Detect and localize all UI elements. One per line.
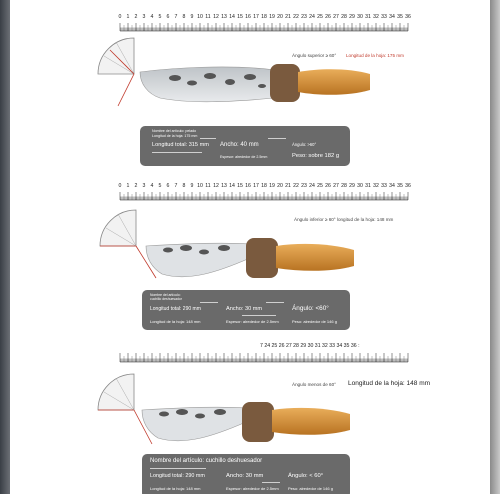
knife-image — [138, 228, 378, 298]
ruler-number: 13 — [221, 14, 227, 20]
divider — [152, 152, 202, 153]
ruler-number: 31 — [365, 183, 371, 189]
knife-image — [134, 392, 374, 462]
ruler-number: 19 — [269, 183, 275, 189]
ruler-number: 11 — [205, 14, 211, 20]
ruler-number: 22 — [293, 183, 299, 189]
note-angle-blade: Ángulo inferior ≥ 60° longitud de la hoja: 148 mm — [294, 217, 394, 222]
product-image — [10, 0, 490, 494]
divider — [200, 302, 218, 303]
ruler-number: 24 — [309, 14, 315, 20]
window-left-edge — [0, 0, 10, 494]
ruler-number: 0 — [118, 14, 122, 20]
note-angle: Ángulo menos de 60° — [292, 382, 336, 387]
spec-blade-length: Longitud de la hoja: 148 mm — [150, 319, 201, 324]
spec-angle: Ángulo: <60° — [292, 305, 329, 312]
ruler-top — [116, 12, 414, 32]
ruler-number: 19 — [269, 14, 275, 20]
ruler-number: 27 — [333, 14, 339, 20]
ruler-number: 1 — [126, 183, 130, 189]
ruler-svg — [116, 181, 414, 201]
divider — [200, 138, 216, 139]
ruler-number: 6 — [166, 183, 170, 189]
ruler-number: 32 — [373, 14, 379, 20]
ruler-number: 7 — [174, 14, 178, 20]
spec-total-length: Longitud total: 290 mm — [150, 306, 201, 312]
ruler-number: 17 — [253, 14, 259, 20]
note-angle: Ángulo superior ≥ 60° — [292, 53, 337, 58]
ruler-number: 33 — [381, 183, 387, 189]
ruler-number: 21 — [285, 14, 291, 20]
ruler-number: 36 — [405, 14, 411, 20]
ruler-number: 30 — [357, 14, 363, 20]
ruler-number: 6 — [166, 14, 170, 20]
ruler-number: 3 — [142, 183, 146, 189]
spec-width: Ancho: 30 mm — [226, 306, 263, 312]
ruler-number: 12 — [213, 14, 219, 20]
ruler-number: 4 — [150, 14, 154, 20]
ruler-number: 8 — [182, 183, 186, 189]
spec-total-length: Longitud total: 290 mm — [150, 473, 205, 479]
divider — [262, 482, 280, 483]
spec-card — [142, 290, 350, 330]
spec-thickness: Espesor: alrededor de 2.5mm — [226, 319, 279, 324]
ruler-number: 26 — [325, 14, 331, 20]
ruler-number: 16 — [245, 183, 251, 189]
ruler-number: 30 — [357, 183, 363, 189]
section-boning-knife — [10, 170, 490, 340]
ruler-number: 27 — [333, 183, 339, 189]
ruler-number: 25 — [317, 14, 323, 20]
ruler-svg — [116, 12, 414, 32]
ruler-number: 12 — [213, 183, 219, 189]
ruler-number: 34 — [389, 14, 395, 20]
ruler-number: 10 — [197, 14, 203, 20]
ruler-number: 14 — [229, 14, 235, 20]
ruler-number: 8 — [182, 14, 186, 20]
ruler-number: 33 — [381, 14, 387, 20]
ruler-number: 26 — [325, 183, 331, 189]
ruler-middle — [116, 181, 414, 201]
spec-card — [142, 454, 350, 494]
spec-blade-length: Longitud de la hoja: 148 mm — [150, 486, 201, 491]
spec-card — [140, 126, 350, 166]
spec-name: Nombre del artículo: cuchillo deshuesador — [150, 458, 263, 464]
ruler-number: 34 — [389, 183, 395, 189]
ruler-number: 10 — [197, 183, 203, 189]
ruler-number: 35 — [397, 183, 403, 189]
ruler-number: 35 — [397, 14, 403, 20]
ruler-number: 15 — [237, 14, 243, 20]
ruler-number: 5 — [158, 14, 162, 20]
ruler-number: 28 — [341, 14, 347, 20]
spec-width: Ancho: 40 mm — [220, 142, 259, 148]
divider — [242, 315, 276, 316]
spec-name: Nombre del artículo: pelado — [152, 129, 197, 133]
ruler-number: 24 — [309, 183, 315, 189]
ruler-number: 9 — [190, 183, 194, 189]
note-blade-length: Longitud de la hoja: 148 mm — [348, 380, 431, 387]
ruler-number: 22 — [293, 14, 299, 20]
knife-image — [130, 50, 380, 120]
divider — [150, 468, 206, 469]
spec-weight: Peso: alrededor de 146 g — [292, 319, 337, 324]
ruler-number: 25 — [317, 183, 323, 189]
ruler-number: 1 — [126, 14, 130, 20]
section-peeling-knife — [10, 0, 490, 170]
ruler-number: 11 — [205, 183, 211, 189]
ruler-number: 23 — [301, 183, 307, 189]
ruler-number: 23 — [301, 14, 307, 20]
ruler-number: 18 — [261, 14, 267, 20]
spec-name-value: cuchillo deshuesador — [150, 297, 182, 301]
divider — [268, 138, 286, 139]
divider — [266, 302, 284, 303]
spec-total-length: Longitud total: 315 mm — [152, 142, 209, 148]
ruler-number: 2 — [134, 14, 138, 20]
window-right-edge — [490, 0, 500, 494]
ruler-number: 18 — [261, 183, 267, 189]
ruler-number: 13 — [221, 183, 227, 189]
ruler-number: 0 — [118, 183, 122, 189]
ruler-number: 4 — [150, 183, 154, 189]
ruler-number: 36 — [405, 183, 411, 189]
ruler-number: 20 — [277, 183, 283, 189]
ruler-number: 28 — [341, 183, 347, 189]
ruler-bottom — [116, 341, 414, 361]
ruler-number: 9 — [190, 14, 194, 20]
ruler-number: 15 — [237, 183, 243, 189]
ruler-number: 32 — [373, 183, 379, 189]
spec-weight: Peso: sobre 182 g — [292, 153, 340, 159]
ruler-number: 3 — [142, 14, 146, 20]
spec-angle: Ángulo: >60° — [292, 142, 317, 147]
ruler-number: 7 — [174, 183, 178, 189]
spec-thickness: Espesor: alrededor de 2.5mm — [220, 155, 268, 159]
ruler-number-strip: 7 24 25 26 27 28 29 30 31 32 33 34 35 36 : — [260, 343, 360, 349]
ruler-number: 14 — [229, 183, 235, 189]
ruler-number: 17 — [253, 183, 259, 189]
spec-weight: Peso: alrededor de 146 g — [288, 486, 333, 491]
note-blade-length: Longitud de la hoja: 175 mm — [346, 53, 404, 58]
ruler-number: 16 — [245, 14, 251, 20]
section-boning-knife-2 — [10, 340, 490, 494]
ruler-number: 21 — [285, 183, 291, 189]
ruler-svg — [116, 341, 414, 363]
spec-angle: Ángulo: < 60° — [288, 473, 324, 479]
ruler-number: 20 — [277, 14, 283, 20]
spec-name: Nombre del artículo: — [150, 293, 181, 297]
spec-thickness: Espesor: alrededor de 2.5mm — [226, 486, 279, 491]
ruler-number: 29 — [349, 183, 355, 189]
spec-width: Ancho: 30 mm — [226, 473, 264, 479]
ruler-number: 5 — [158, 183, 162, 189]
ruler-number: 29 — [349, 14, 355, 20]
ruler-number: 2 — [134, 183, 138, 189]
ruler-number: 31 — [365, 14, 371, 20]
spec-blade-small: Longitud de la hoja: 175 mm — [152, 134, 198, 138]
